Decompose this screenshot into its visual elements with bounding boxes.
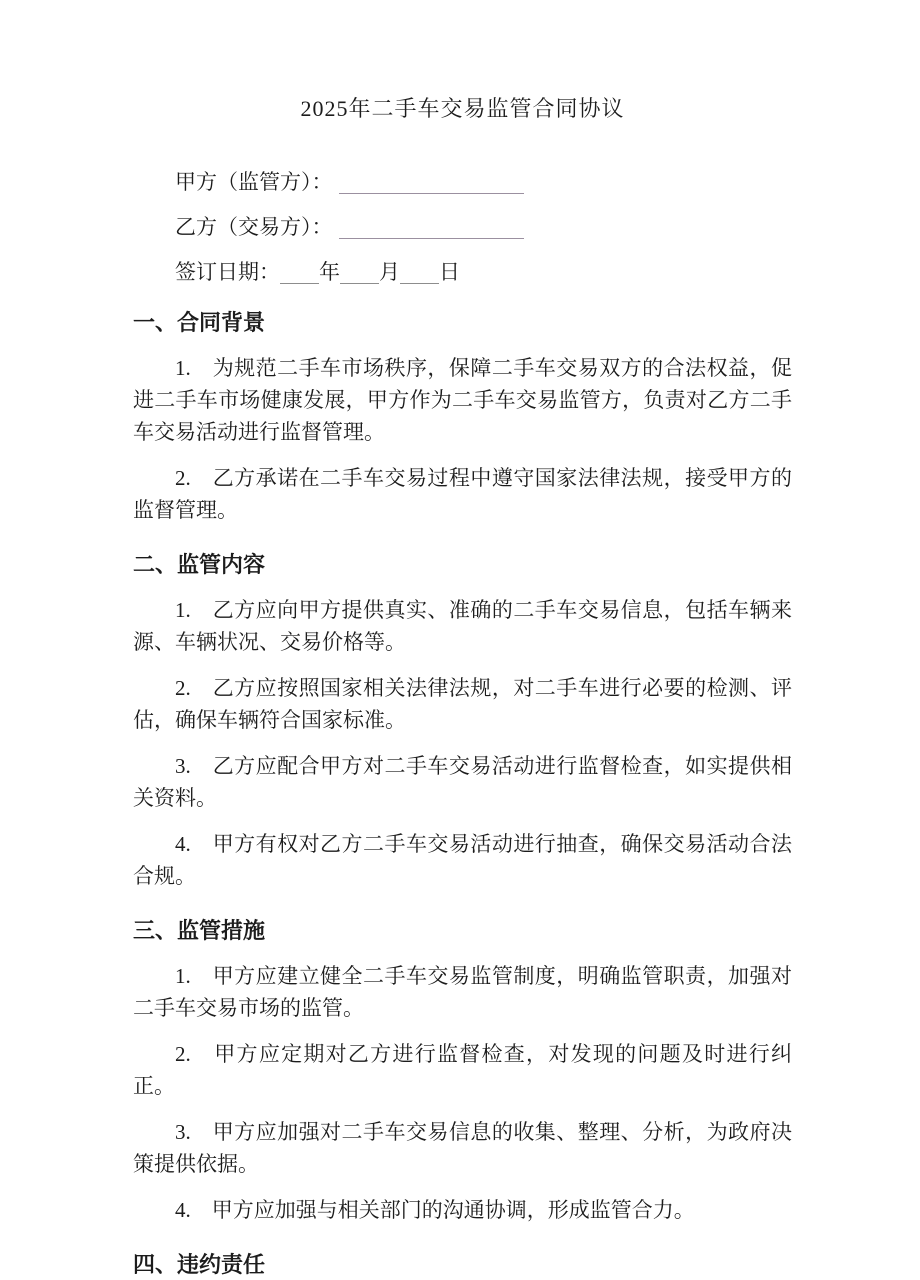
contract-paragraph: 3. 乙方应配合甲方对二手车交易活动进行监督检查，如实提供相关资料。 xyxy=(133,754,792,810)
party-a-label: 甲方（监管方）： xyxy=(175,170,333,194)
contract-paragraph: 4. 甲方有权对乙方二手车交易活动进行抽查，确保交易活动合法合规。 xyxy=(133,832,792,888)
contract-paragraph: 1. 为规范二手车市场秩序，保障二手车交易双方的合法权益，促进二手车市场健康发展，甲方作为二手车交易监管方，负责对乙方二手车交易活动进行监督管理。 xyxy=(133,356,792,444)
section-heading-2: 二、监管内容 xyxy=(133,552,266,577)
party-b-label: 乙方（交易方）： xyxy=(175,215,333,239)
sign-date-year-blank xyxy=(280,262,319,284)
party-a-line xyxy=(175,170,792,194)
sign-date-month-suffix: 月 xyxy=(379,260,400,284)
sign-date-year-suffix: 年 xyxy=(319,260,340,284)
contract-paragraph: 2. 甲方应定期对乙方进行监督检查，对发现的问题及时进行纠正。 xyxy=(133,1042,792,1098)
sign-date-line xyxy=(175,260,792,284)
party-b-line xyxy=(175,215,792,239)
sign-date-day-suffix: 日 xyxy=(439,260,460,284)
sign-date-day-blank xyxy=(400,262,439,284)
section-heading-4: 四、违约责任 xyxy=(133,1252,266,1277)
document-title: 2025年二手车交易监管合同协议 xyxy=(300,96,625,121)
contract-sections xyxy=(133,308,792,1280)
sign-date-month-blank xyxy=(340,262,379,284)
contract-paragraph: 1. 甲方应建立健全二手车交易监管制度，明确监管职责，加强对二手车交易市场的监管。 xyxy=(133,964,792,1020)
sign-date-label: 签订日期： xyxy=(175,260,280,284)
contract-paragraph: 2. 乙方承诺在二手车交易过程中遵守国家法律法规，接受甲方的监督管理。 xyxy=(133,466,792,522)
party-a-blank xyxy=(339,172,524,194)
contract-paragraph: 3. 甲方应加强对二手车交易信息的收集、整理、分析，为政府决策提供依据。 xyxy=(133,1120,792,1176)
contract-paragraph: 2. 乙方应按照国家相关法律法规，对二手车进行必要的检测、评估，确保车辆符合国家标准。 xyxy=(133,676,792,732)
party-b-blank xyxy=(339,217,524,239)
header-fields xyxy=(133,170,792,284)
contract-paragraph: 1. 乙方应向甲方提供真实、准确的二手车交易信息，包括车辆来源、车辆状况、交易价格等。 xyxy=(133,598,792,654)
contract-paragraph: 4. 甲方应加强与相关部门的沟通协调，形成监管合力。 xyxy=(175,1198,695,1222)
section-heading-1: 一、合同背景 xyxy=(133,310,266,335)
section-heading-3: 三、监管措施 xyxy=(133,918,266,943)
